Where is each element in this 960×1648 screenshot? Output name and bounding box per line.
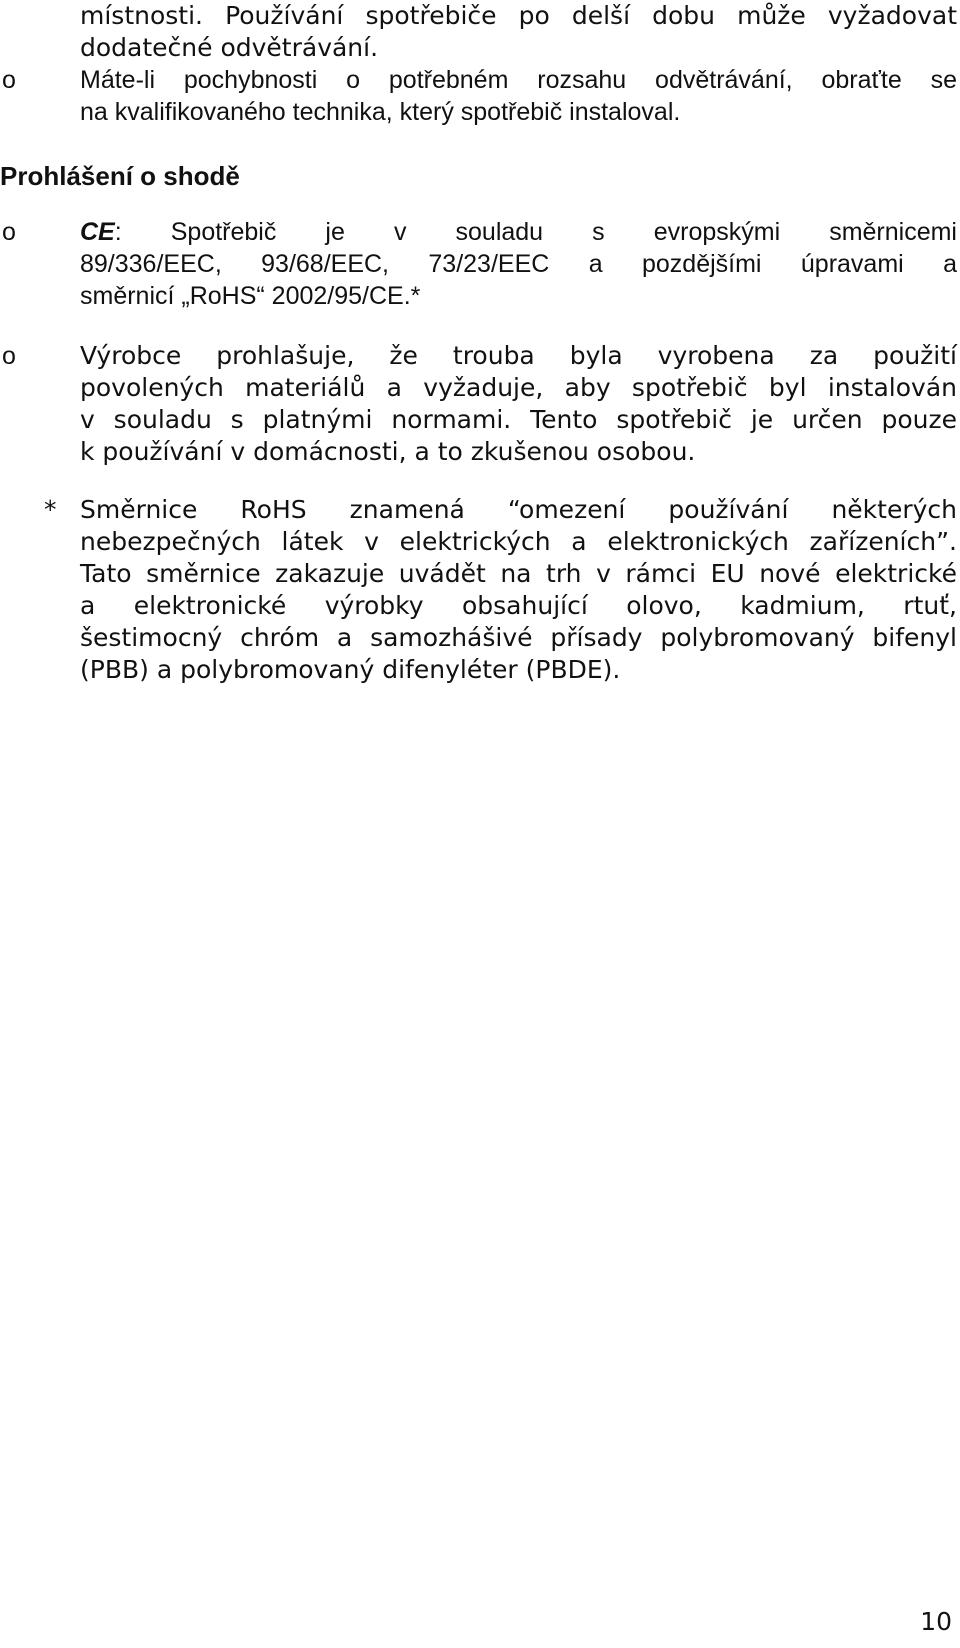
footnote-line-5: šestimocný chróm a samozhášivé přísady polybromovaný bifenyl: [80, 623, 957, 652]
footnote-line-1: Směrnice RoHS znamená “omezení používání některých: [80, 495, 957, 524]
footnote-line-4: a elektronické výrobky obsahující olovo, kadmium, rtuť,: [80, 591, 957, 620]
ce-bullet-marker: o: [2, 218, 16, 246]
ce-label: CE: [80, 218, 115, 246]
manufacturer-line-3: v souladu s platnými normami. Tento spotřebič je určen pouze: [80, 405, 957, 434]
page-number: 10: [920, 1607, 952, 1636]
intro-paragraph: [80, 0, 957, 64]
manufacturer-bullet-text: [80, 340, 957, 468]
section-heading: Prohlášení o shodě: [0, 161, 240, 191]
manufacturer-line-1: Výrobce prohlašuje, že trouba byla vyrobena za použití: [80, 341, 957, 370]
ce-line-3: směrnicí „RoHS“ 2002/95/CE.*: [80, 282, 421, 310]
footnote-line-2: nebezpečných látek v elektrických a elektronických zařízeních”.: [80, 527, 957, 556]
intro-line-2: dodatečné odvětrávání.: [80, 33, 379, 62]
ventilation-bullet-text: [80, 64, 957, 128]
footnote-line-6: (PBB) a polybromovaný difenyléter (PBDE).: [80, 655, 621, 684]
intro-line-1: místnosti. Používání spotřebiče po delší dobu může vyžadovat: [80, 1, 957, 30]
footnote-marker: *: [44, 495, 57, 524]
manufacturer-bullet-marker: o: [2, 342, 16, 370]
ce-line-1-rest: : Spotřebič je v souladu s evropskými směrnicemi: [114, 218, 957, 246]
ce-line-2: 89/336/EEC, 93/68/EEC, 73/23/EEC a pozdějšími úpravami a: [80, 250, 957, 278]
footnote-text: [80, 494, 957, 686]
footnote-line-3: Tato směrnice zakazuje uvádět na trh v rámci EU nové elektrické: [80, 559, 957, 588]
ventilation-bullet-marker: o: [2, 66, 16, 94]
ventilation-line-2: na kvalifikovaného technika, který spotřebič instaloval.: [80, 98, 681, 126]
ce-bullet-text: [80, 216, 957, 312]
manufacturer-line-2: povolených materiálů a vyžaduje, aby spotřebič byl instalován: [80, 373, 957, 402]
manufacturer-line-4: k používání v domácnosti, a to zkušenou osobou.: [80, 437, 696, 466]
ventilation-line-1: Máte-li pochybnosti o potřebném rozsahu odvětrávání, obraťte se: [80, 66, 957, 94]
ce-line-1: [80, 216, 957, 248]
